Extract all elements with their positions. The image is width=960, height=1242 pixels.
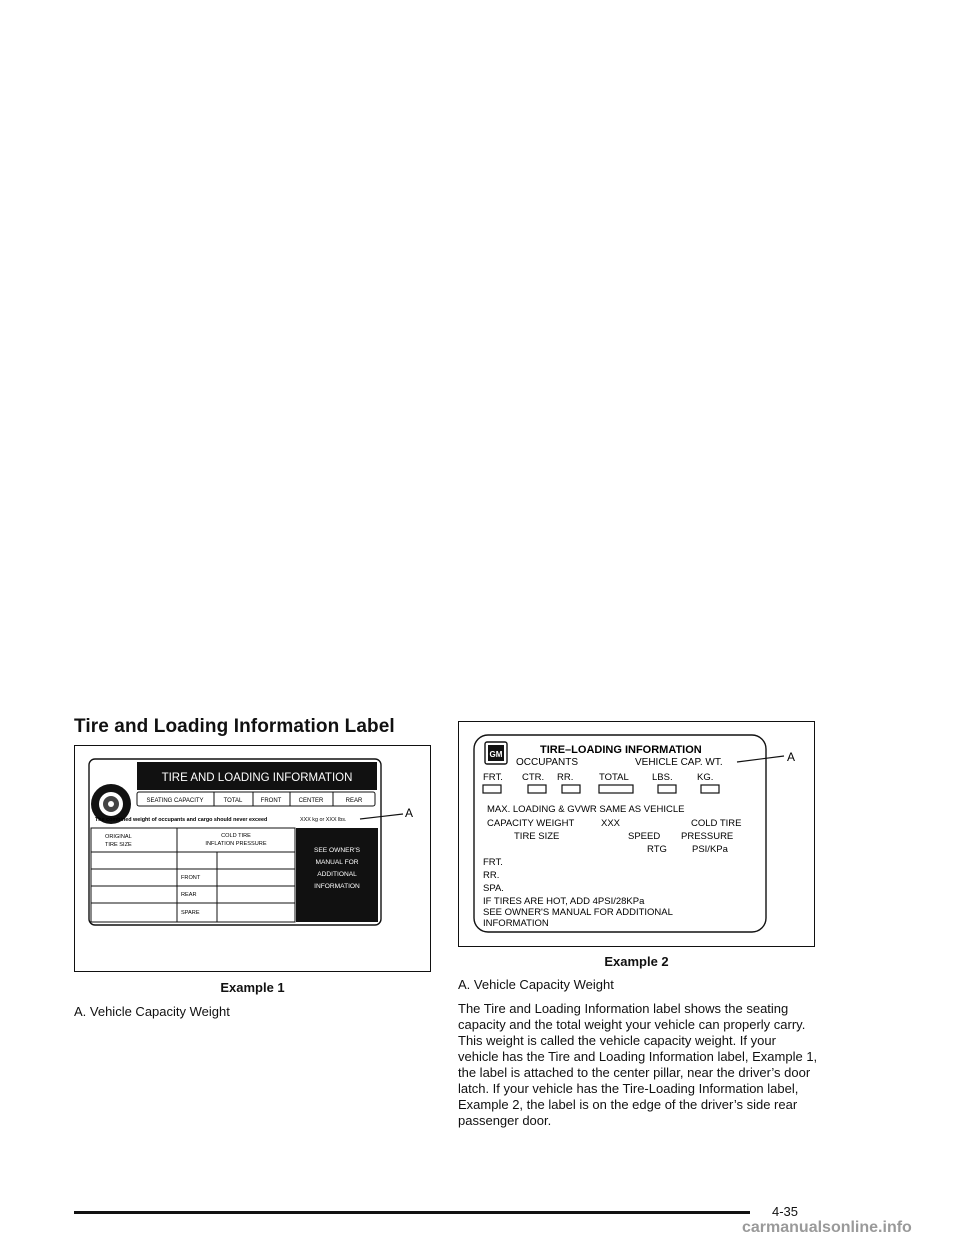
footer-rule: [74, 1211, 750, 1214]
example-1-caption: Example 1: [220, 980, 285, 995]
notice-line-3: ADDITIONAL: [317, 871, 357, 878]
example-2-label-illustration: [459, 722, 813, 945]
example-2-legend: A. Vehicle Capacity Weight: [458, 977, 614, 992]
label-title: TIRE AND LOADING INFORMATION: [161, 772, 353, 784]
example-1-figure: [74, 745, 431, 972]
pos-spa: SPA.: [483, 883, 504, 894]
max-loading: MAX. LOADING & GVWR SAME AS VEHICLE: [487, 804, 685, 815]
example-1-legend: A. Vehicle Capacity Weight: [74, 1004, 230, 1019]
pos-rr: RR.: [483, 870, 500, 881]
label2-title: TIRE–LOADING INFORMATION: [540, 744, 702, 756]
row-front: FRONT: [181, 875, 201, 881]
manual-note-1: SEE OWNER'S MANUAL FOR ADDITIONAL: [483, 907, 673, 918]
hot-note: IF TIRES ARE HOT, ADD 4PSI/28KPa: [483, 896, 645, 907]
notice-line-2: MANUAL FOR: [315, 859, 359, 866]
col-rear: REAR: [345, 798, 363, 804]
col-front: FRONT: [260, 798, 282, 804]
example-2-figure: [458, 721, 815, 947]
callout-a: A: [787, 750, 796, 764]
notice-line-1: SEE OWNER'S: [314, 847, 360, 854]
tire-size-header-1: ORIGINAL: [105, 834, 132, 840]
xxx-value: XXX: [601, 818, 621, 829]
cold-tire: COLD TIRE: [691, 818, 742, 829]
example-1-label-illustration: [75, 746, 429, 970]
col-total: TOTAL: [223, 798, 243, 804]
page-number: 4-35: [772, 1204, 799, 1219]
gm-logo-text: GM: [489, 750, 503, 759]
col-seating-capacity: SEATING CAPACITY: [146, 798, 204, 804]
notice-line-4: INFORMATION: [314, 883, 360, 890]
col-frt: FRT.: [483, 772, 503, 783]
callout-a: A: [405, 806, 414, 820]
capacity-statement: The combined weight of occupants and cargo should never exceed: [95, 817, 268, 823]
tire-size-header-2: TIRE SIZE: [105, 842, 132, 848]
pressure-header-1: COLD TIRE: [221, 833, 251, 839]
col-rr: RR.: [557, 772, 574, 783]
speed: SPEED: [628, 831, 661, 842]
pressure-header-2: INFLATION PRESSURE: [205, 841, 267, 847]
vehicle-cap-label: VEHICLE CAP. WT.: [635, 757, 723, 768]
tire-size: TIRE SIZE: [514, 831, 560, 842]
section-title: Tire and Loading Information Label: [74, 716, 395, 737]
col-lbs: LBS.: [652, 772, 673, 783]
capacity-weight: CAPACITY WEIGHT: [487, 818, 575, 829]
col-center: CENTER: [298, 798, 324, 804]
manual-note-2: INFORMATION: [483, 918, 549, 929]
pos-frt: FRT.: [483, 857, 503, 868]
watermark: carmanualsonline.info: [742, 1219, 912, 1236]
example-2-caption: Example 2: [604, 954, 669, 969]
body-paragraph: The Tire and Loading Information label shows the seating capacity and the total weight your vehicle can properly carry. This weight is called the vehicle capacity weight. If your vehicle has the Tire and Loading Information label, Example 1, the label is attached to the center pillar, near the driver’s door latch. If your vehicle has the Tire-Loading Information label, Example 2, the label is on the edge of the driver’s side rear passenger door.: [458, 1001, 818, 1128]
col-kg: KG.: [697, 772, 714, 783]
row-rear: REAR: [181, 892, 197, 898]
row-spare: SPARE: [181, 910, 200, 916]
occupants-label: OCCUPANTS: [516, 757, 579, 768]
pressure: PRESSURE: [681, 831, 734, 842]
rtg: RTG: [647, 844, 667, 855]
psi-kpa: PSI/KPa: [692, 844, 728, 855]
col-ctr: CTR.: [522, 772, 545, 783]
capacity-statement-value: XXX kg or XXX lbs.: [300, 817, 347, 823]
col-total: TOTAL: [599, 772, 629, 783]
